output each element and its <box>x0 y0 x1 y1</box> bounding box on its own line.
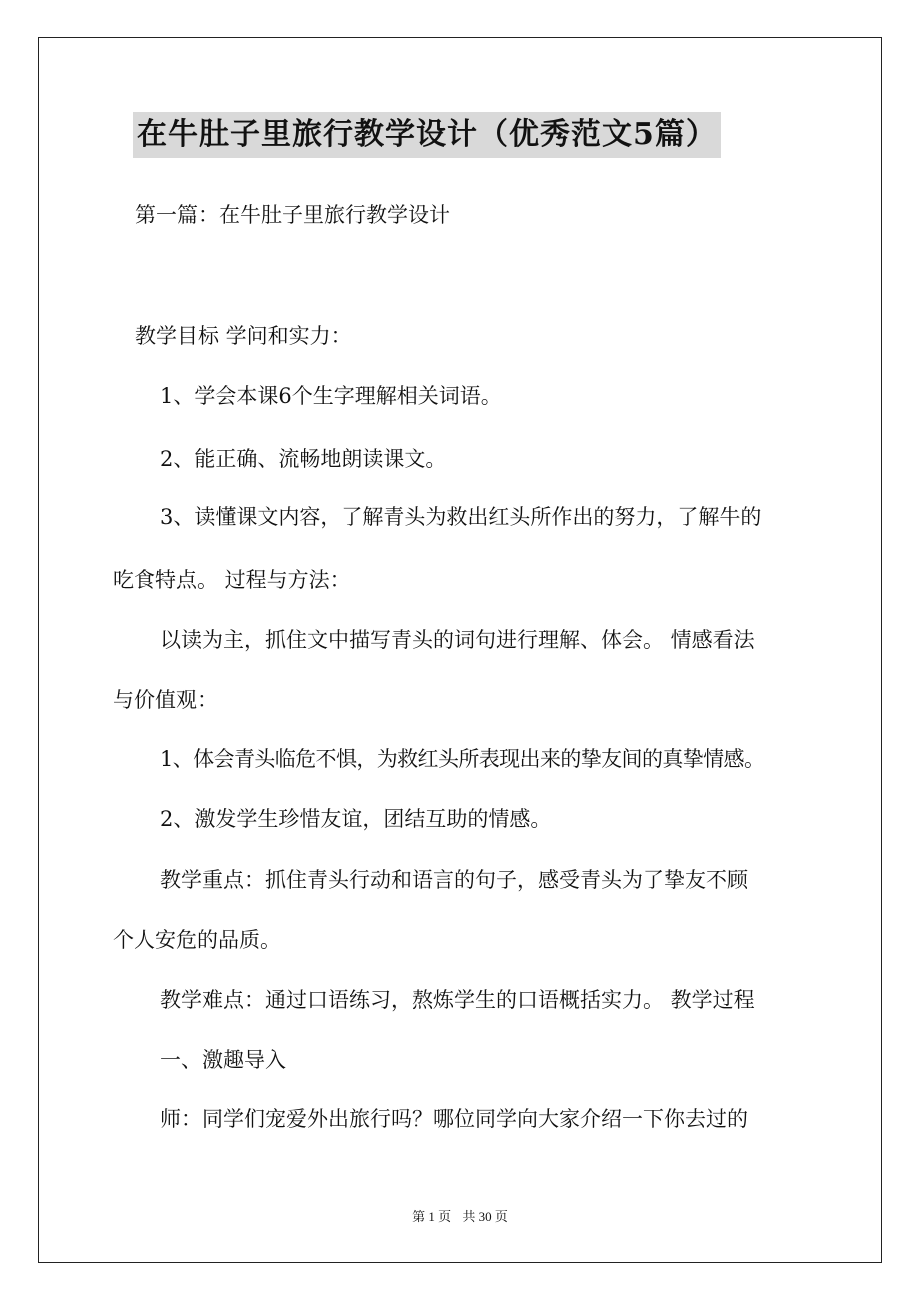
text-line: 师：同学们宠爱外出旅行吗？哪位同学向大家介绍一下你去过的 <box>160 1107 748 1131</box>
text-line: 一、激趣导入 <box>160 1048 286 1072</box>
document-title: 在牛肚子里旅行教学设计（优秀范文5篇） <box>133 112 721 158</box>
text-line: 教学难点：通过口语练习，熬炼学生的口语概括实力。 教学过程 <box>160 988 755 1012</box>
text-line: 2、能正确、流畅地朗读课文。 <box>160 447 447 471</box>
page-footer <box>0 1206 920 1225</box>
text-line: 2、激发学生珍惜友谊，团结互助的情感。 <box>160 807 552 831</box>
page-total: 共 30 页 <box>462 1209 508 1224</box>
text-line: 1、学会本课6个生字理解相关词语。 <box>160 384 502 408</box>
text-line: 个人安危的品质。 <box>113 928 281 952</box>
text-line: 以读为主，抓住文中描写青头的词句进行理解、体会。 情感看法 <box>160 628 755 652</box>
text-line: 教学目标 学问和实力： <box>135 324 352 348</box>
text-line: 3、读懂课文内容，了解青头为救出红头所作出的努力，了解牛的 <box>160 505 762 529</box>
text-line: 教学重点：抓住青头行动和语言的句子，感受青头为了挚友不顾 <box>160 868 748 892</box>
page-number: 第 1 页 <box>412 1209 452 1224</box>
text-line: 与价值观： <box>113 688 218 712</box>
text-line: 1、体会青头临危不惧，为救红头所表现出来的挚友间的真挚情感。 <box>160 747 765 771</box>
text-line: 第一篇：在牛肚子里旅行教学设计 <box>135 203 450 227</box>
text-line: 吃食特点。 过程与方法： <box>113 568 351 592</box>
